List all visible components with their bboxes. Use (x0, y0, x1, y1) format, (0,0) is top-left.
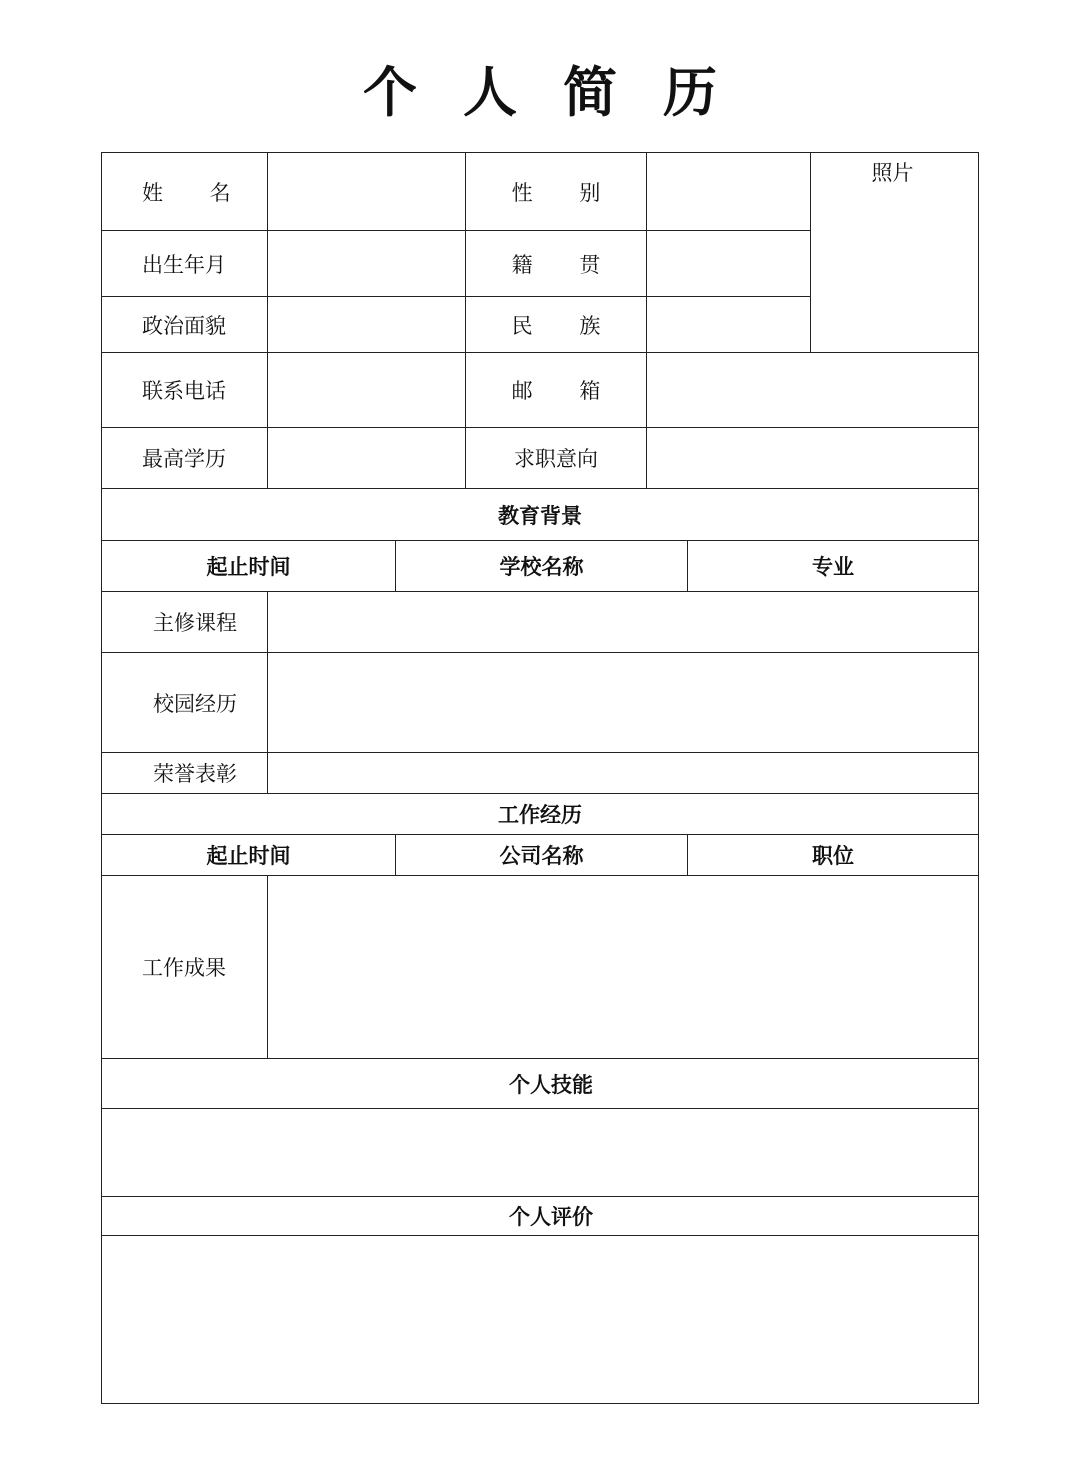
campus-label: 校园经历 (101, 652, 268, 753)
phone-label: 联系电话 (101, 352, 268, 428)
work-col-company: 公司名称 (395, 834, 688, 876)
skills-field[interactable] (101, 1108, 979, 1197)
education-level-label: 最高学历 (101, 427, 268, 489)
work-col-position: 职位 (687, 834, 979, 876)
gender-label: 性 别 (465, 152, 647, 231)
skills-section-header: 个人技能 (101, 1058, 979, 1109)
ethnic-label: 民 族 (465, 296, 647, 353)
work-results-label: 工作成果 (101, 875, 268, 1059)
courses-label: 主修课程 (101, 591, 268, 653)
evaluation-section-header: 个人评价 (101, 1196, 979, 1236)
work-results-field[interactable] (267, 875, 979, 1059)
education-level-field[interactable] (267, 427, 466, 489)
education-col-school: 学校名称 (395, 540, 688, 592)
phone-value-field[interactable] (267, 352, 466, 428)
education-col-major: 专业 (687, 540, 979, 592)
work-col-period: 起止时间 (101, 834, 396, 876)
name-label: 姓 名 (101, 152, 268, 231)
evaluation-field[interactable] (101, 1235, 979, 1404)
name-value-field[interactable] (267, 152, 466, 231)
ethnic-value-field[interactable] (646, 296, 811, 353)
education-section-header: 教育背景 (101, 488, 979, 541)
politics-value-field[interactable] (267, 296, 466, 353)
campus-field[interactable] (267, 652, 979, 753)
education-col-period: 起止时间 (101, 540, 396, 592)
job-intent-label: 求职意向 (465, 427, 647, 489)
native-value-field[interactable] (646, 230, 811, 297)
birth-label: 出生年月 (101, 230, 268, 297)
job-intent-field[interactable] (646, 427, 979, 489)
photo-label: 照片 (871, 161, 914, 185)
work-section-header: 工作经历 (101, 793, 979, 835)
page-title: 个人简历 (363, 61, 763, 124)
honors-field[interactable] (267, 752, 979, 794)
photo-box[interactable] (810, 152, 979, 353)
courses-field[interactable] (267, 591, 979, 653)
birth-value-field[interactable] (267, 230, 466, 297)
email-value-field[interactable] (646, 352, 979, 428)
native-label: 籍 贯 (465, 230, 647, 297)
email-label: 邮 箱 (465, 352, 647, 428)
gender-value-field[interactable] (646, 152, 811, 231)
honors-label: 荣誉表彰 (101, 752, 268, 794)
politics-label: 政治面貌 (101, 296, 268, 353)
